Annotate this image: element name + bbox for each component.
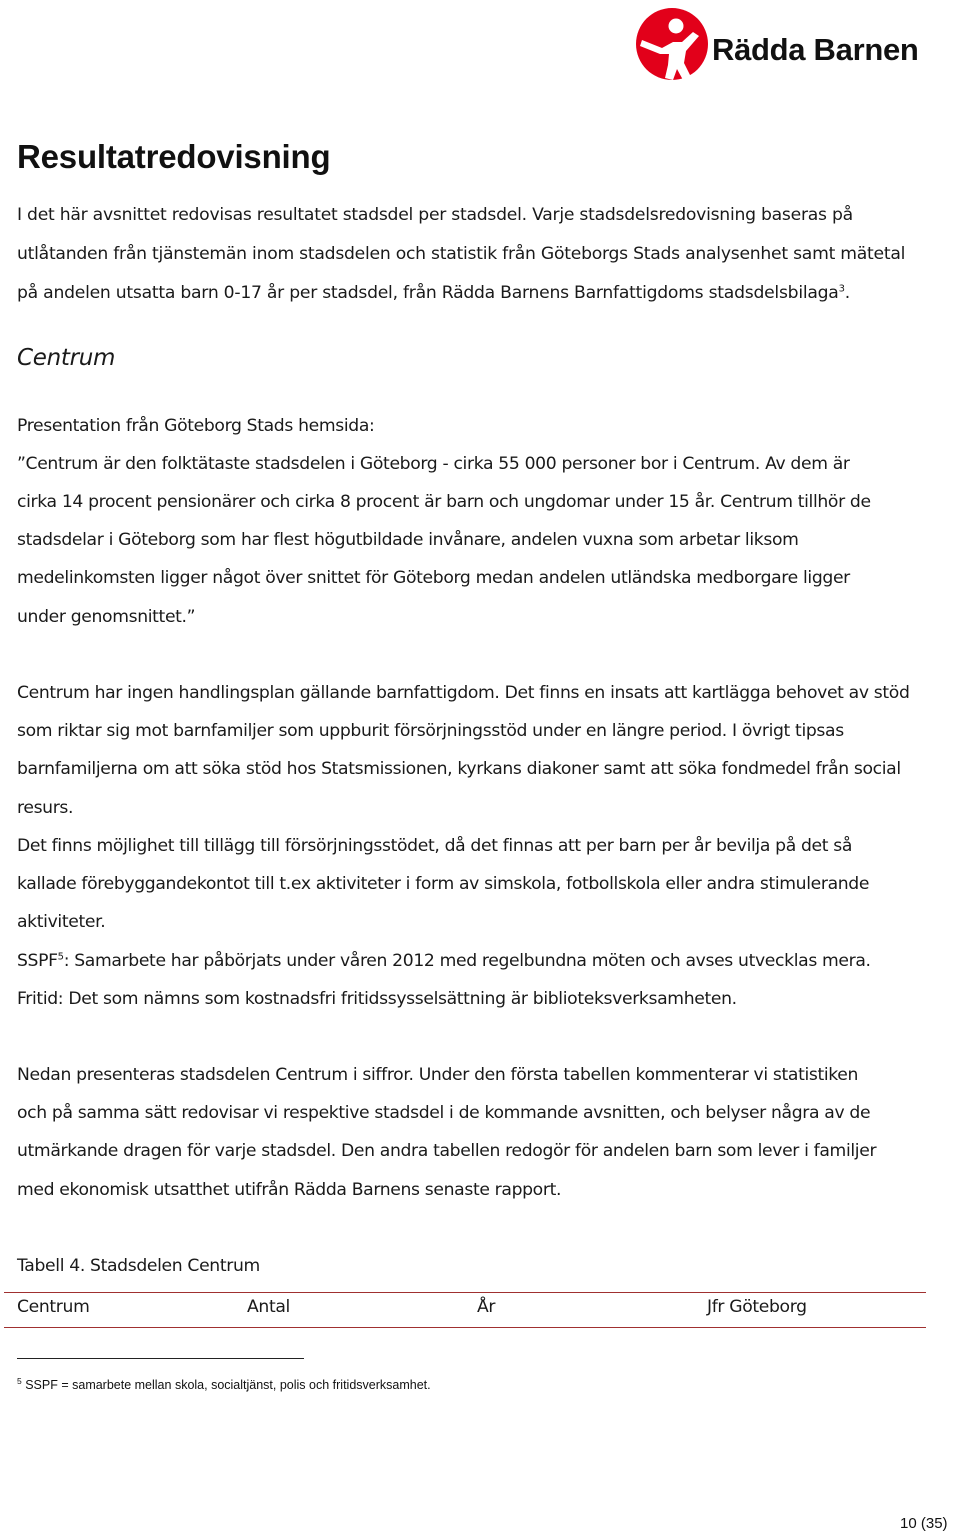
- quote-line: ”Centrum är den folktätaste stadsdelen i Göteborg - cirka 55 000 personer bor i Centrum. Av dem är: [17, 454, 850, 474]
- intro-line-text: på andelen utsatta barn 0-17 år per stadsdel, från Rädda Barnens Barnfattigdoms stadsdelsbilaga: [17, 283, 839, 303]
- data-table: [4, 1292, 926, 1328]
- numbers-line: utmärkande dragen för varje stadsdel. Den andra tabellen redogör för andelen barn som lever i familjer: [17, 1141, 877, 1161]
- plan-line: barnfamiljerna om att söka stöd hos Statsmissionen, kyrkans diakoner samt att söka fondmedel från social: [17, 759, 901, 779]
- support-line: Det finns möjlighet till tillägg till försörjningsstödet, då det finnas att per barn per år bevilja på det så: [17, 836, 853, 856]
- rädda-barnen-logo: [632, 2, 952, 82]
- table-header-cell: Antal: [247, 1297, 290, 1317]
- plan-line: resurs.: [17, 798, 74, 818]
- page-title: Resultatredovisning: [17, 138, 331, 175]
- table-header-cell: År: [477, 1297, 496, 1317]
- page-number: 10 (35): [900, 1515, 948, 1532]
- intro-paragraph: [17, 196, 947, 313]
- support-line: kallade förebyggandekontot till t.ex aktiviteter i form av simskola, fotbollskola eller andra stimulerande: [17, 874, 870, 894]
- quote-line: under genomsnittet.”: [17, 607, 196, 627]
- intro-line: I det här avsnittet redovisas resultatet stadsdel per stadsdel. Varje stadsdelsredovisning baseras på: [17, 205, 853, 225]
- numbers-line: med ekonomisk utsatthet utifrån Rädda Barnens senaste rapport.: [17, 1180, 562, 1200]
- quote-line: cirka 14 procent pensionärer och cirka 8 procent är barn och ungdomar under 15 år. Centrum tillhör de: [17, 492, 871, 512]
- sspf-text: : Samarbete har påbörjats under våren 2012 med regelbundna möten och avses utvecklas mera.: [63, 951, 871, 971]
- table-header-cell: Centrum: [17, 1297, 90, 1317]
- table-caption: Tabell 4. Stadsdelen Centrum: [17, 1256, 260, 1276]
- section-heading: Centrum: [17, 345, 116, 371]
- table-header-cell: Jfr Göteborg: [707, 1297, 807, 1317]
- plan-line: Centrum har ingen handlingsplan gällande barnfattigdom. Det finns en insats att kartlägga behovet av stöd: [17, 683, 910, 703]
- footnote-ref: 3: [838, 283, 845, 295]
- intro-line-end: .: [844, 283, 850, 303]
- footnote-separator: [17, 1358, 304, 1359]
- child-figure-icon: [632, 2, 710, 82]
- numbers-line: Nedan presenteras stadsdelen Centrum i siffror. Under den första tabellen kommenterar vi statistiken: [17, 1065, 859, 1085]
- footnote-number: 5: [17, 1375, 22, 1386]
- footnote: [17, 1375, 431, 1392]
- table-header-row: [4, 1293, 926, 1327]
- footnote-text: SSPF = samarbete mellan skola, socialtjänst, polis och fritidsverksamhet.: [25, 1378, 431, 1392]
- intro-line: [17, 274, 947, 313]
- footnote-ref: 5: [57, 951, 64, 963]
- plan-line: som riktar sig mot barnfamiljer som uppburit försörjningsstöd under en längre period. I övrigt tipsas: [17, 721, 844, 741]
- support-line: aktiviteter.: [17, 912, 106, 932]
- intro-line: utlåtanden från tjänstemän inom stadsdelen och statistik från Göteborgs Stads analysenhet samt mätetal: [17, 244, 906, 264]
- table-header-rule: [4, 1327, 926, 1328]
- numbers-line: och på samma sätt redovisar vi respektive stadsdel i de kommande avsnitten, och belyser några av de: [17, 1103, 871, 1123]
- sspf-label: SSPF: [17, 951, 58, 971]
- quote-line: medelinkomsten ligger något över snittet för Göteborg medan andelen utländska medborgare ligger: [17, 568, 850, 588]
- sspf-line: [17, 951, 871, 971]
- quote-line: stadsdelar i Göteborg som har flest högutbildade invånare, andelen vuxna som arbetar liksom: [17, 530, 799, 550]
- logo-text: Rädda Barnen: [712, 32, 919, 67]
- fritid-line: Fritid: Det som nämns som kostnadsfri fritidssysselsättning är biblioteksverksamheten.: [17, 989, 737, 1009]
- presentation-label: Presentation från Göteborg Stads hemsida:: [17, 416, 375, 436]
